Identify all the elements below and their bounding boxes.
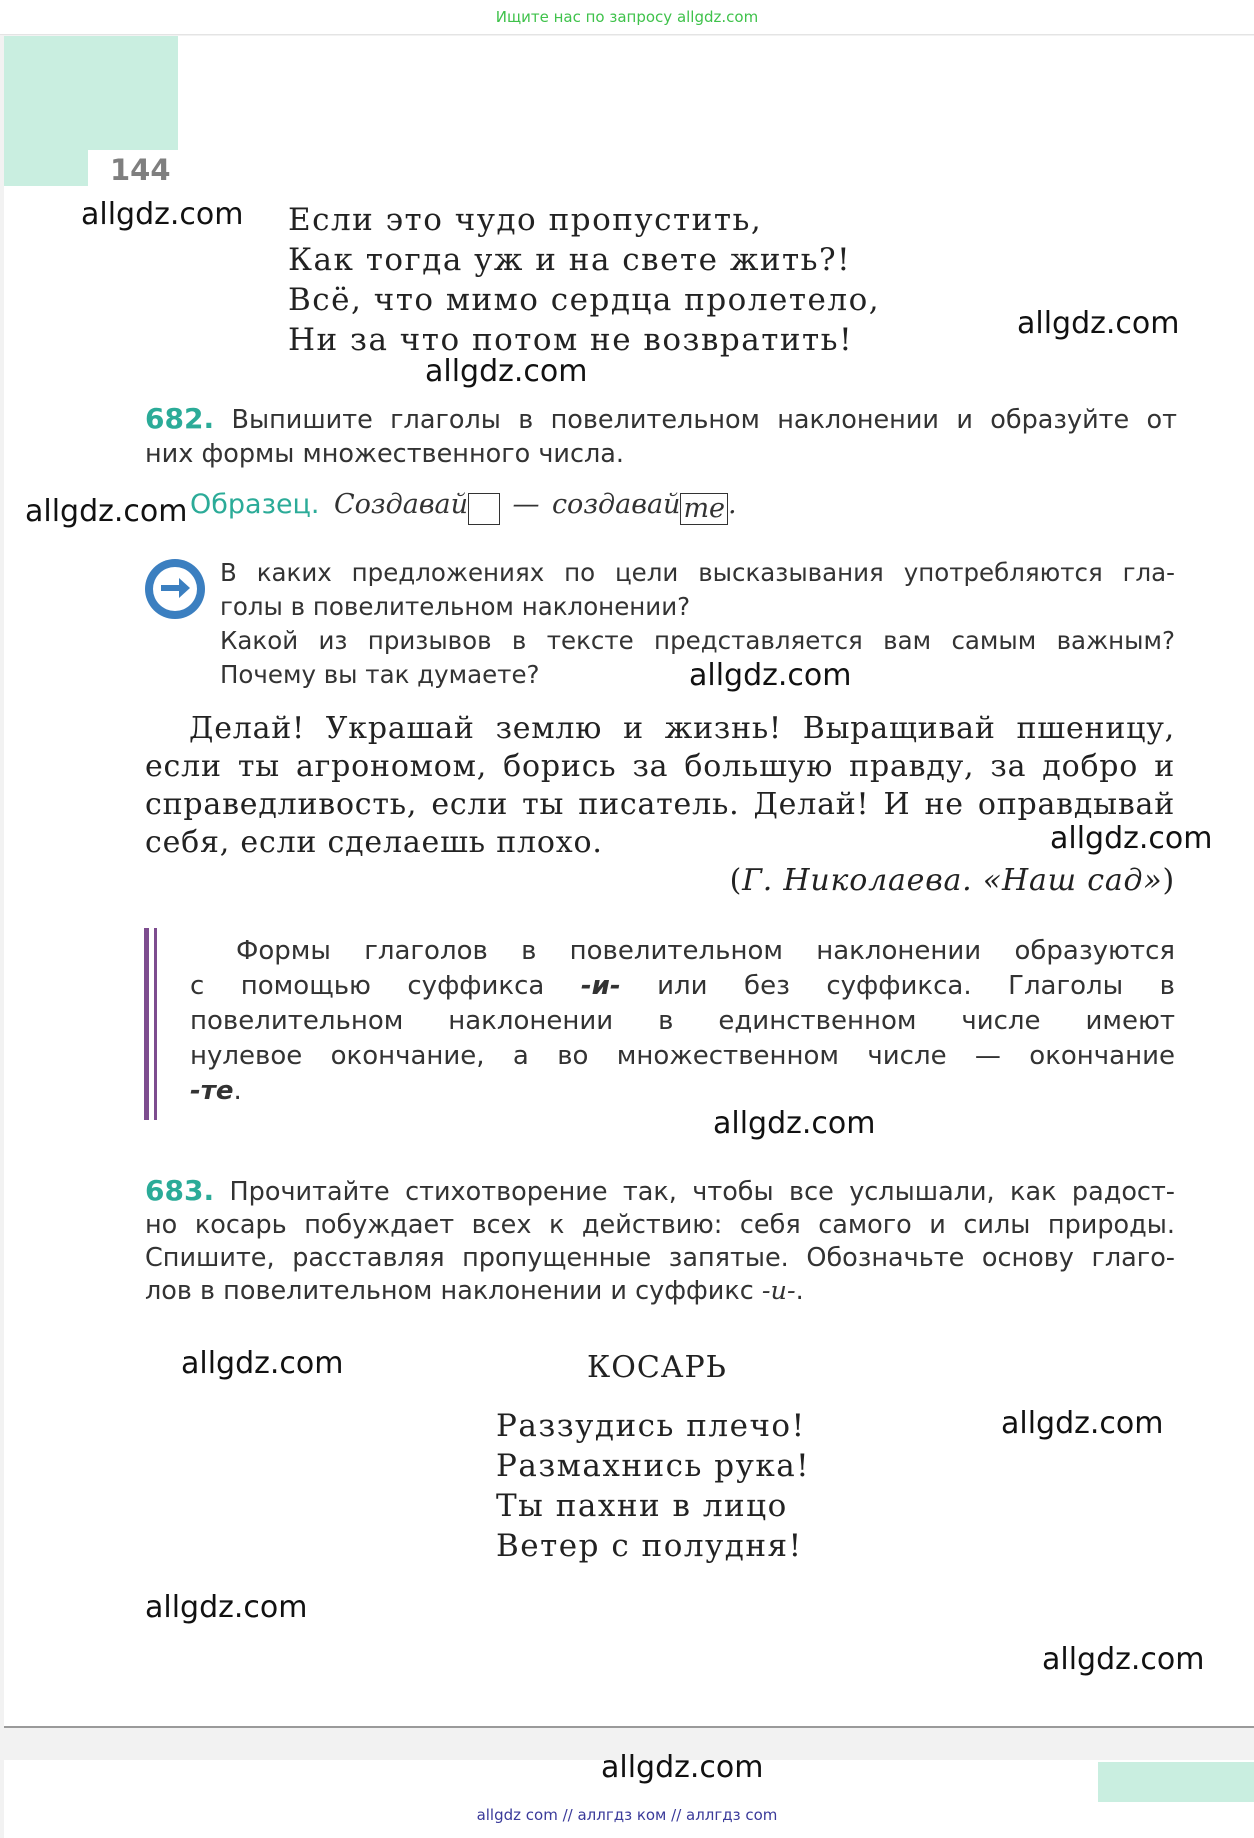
- task-683-line: [145, 1275, 1175, 1308]
- watermark: allgdz.com: [81, 197, 244, 232]
- footer-watermark: allgdz.com: [601, 1750, 764, 1785]
- watermark: allgdz.com: [1042, 1642, 1205, 1677]
- task-683-line: Спишите, расставляя пропущенные запятые. Обозначьте основу глаго-: [145, 1243, 1175, 1273]
- task-683-line: [145, 1174, 1175, 1209]
- prose-block: [145, 710, 1175, 900]
- attribution-author: Г. Николаева.: [742, 863, 973, 898]
- rule-line: нулевое окончание, а во множественном числе — окончание: [190, 1041, 1175, 1071]
- attribution-close: ): [1162, 863, 1175, 898]
- watermark: allgdz.com: [689, 658, 852, 693]
- task-text: Прочитайте стихотворение так, чтобы все услышали, как радост-: [229, 1177, 1176, 1207]
- poem-line: Раззудись плечо!: [496, 1408, 806, 1444]
- sample-row: [190, 489, 737, 525]
- task-683: [145, 1174, 1175, 1308]
- rule-line: Формы глаголов в повелительном наклонении образуются: [236, 936, 1175, 966]
- sample-word: Создавай: [333, 489, 469, 520]
- poem-line: Ни за что потом не возвратить!: [288, 322, 854, 358]
- suffix-i: -и-: [761, 1276, 796, 1306]
- rule-text: или без суффикса. Глаголы в: [657, 971, 1176, 1001]
- task-text: лов в повелительном наклонении и суффикс: [145, 1276, 754, 1306]
- poem-title: КОСАРЬ: [587, 1350, 727, 1385]
- suffix-i: -и-: [580, 971, 621, 1001]
- prose-attribution: [145, 862, 1175, 900]
- watermark: allgdz.com: [1017, 306, 1180, 341]
- question-line: голы в повелительном наклонении?: [220, 592, 691, 621]
- rule-text: с помощью суффикса: [190, 971, 545, 1001]
- rule-bar-thin: [154, 928, 157, 1120]
- task-number: 682.: [145, 402, 215, 435]
- watermark: allgdz.com: [1050, 821, 1213, 856]
- watermark: allgdz.com: [1001, 1406, 1164, 1441]
- sample-period: .: [728, 489, 737, 520]
- ending-te: -те: [190, 1076, 234, 1106]
- rule-line: повелительном наклонении в единственном числе имеют: [190, 1006, 1175, 1036]
- rule-block: [190, 934, 1175, 1109]
- top-search-banner[interactable]: Ищите нас по запросу allgdz.com: [0, 0, 1254, 35]
- watermark: allgdz.com: [145, 1590, 308, 1625]
- poem-line: Размахнись рука!: [496, 1448, 811, 1484]
- question-line: Почему вы так думаете?: [220, 660, 540, 689]
- sample-word-plural: создавай: [551, 489, 681, 520]
- attribution-work: «Наш сад»: [982, 863, 1163, 898]
- task-682: [145, 402, 1177, 471]
- sample-dash: —: [512, 489, 540, 520]
- task-number: 683.: [145, 1174, 215, 1207]
- watermark: allgdz.com: [181, 1346, 344, 1381]
- prose-line: если ты агрономом, борись за большую правду, за добро и: [145, 749, 1175, 784]
- rule-period: .: [233, 1076, 242, 1106]
- poem-top: [288, 200, 880, 360]
- prose-line: Делай! Украшай землю и жизнь! Выращивай пшеницу,: [189, 711, 1175, 746]
- poem-line: Ты пахни в лицо: [496, 1488, 788, 1524]
- poem-kosar: [496, 1406, 810, 1566]
- prose-line: себя, если сделаешь плохо.: [145, 825, 603, 860]
- prose-line: справедливость, если ты писатель. Делай! И не оправдывай: [145, 787, 1175, 822]
- discussion-icon: [144, 558, 206, 620]
- question-line: Какой из призывов в тексте представляется вам самым важным?: [220, 626, 1175, 655]
- task-682-line1: [145, 402, 1177, 437]
- attribution-open: (: [729, 863, 743, 898]
- rule-line: [190, 1074, 1175, 1109]
- watermark: allgdz.com: [25, 494, 188, 529]
- empty-ending-box: [468, 493, 500, 525]
- footer-links[interactable]: allgdz com // аллгдз ком // аллгдз com: [476, 1806, 778, 1824]
- task-period: .: [795, 1276, 804, 1306]
- rule-line: [190, 969, 1175, 1004]
- question-line: В каких предложениях по цели высказывания употребляются гла-: [220, 558, 1175, 587]
- sample-label: Образец.: [190, 489, 320, 520]
- poem-line: Если это чудо пропустить,: [288, 202, 763, 238]
- task-683-line: но косарь побуждает всех к действию: себя самого и силы природы.: [145, 1210, 1175, 1240]
- watermark: allgdz.com: [713, 1106, 876, 1141]
- poem-line: Как тогда уж и на свете жить?!: [288, 242, 852, 278]
- page-number: 144: [88, 150, 194, 190]
- footer-corner-decoration: [1098, 1762, 1254, 1802]
- ending-box: те: [680, 493, 728, 525]
- task-text: Выпишите глаголы в повелительном наклонении и образуйте от: [231, 405, 1177, 435]
- poem-line: Ветер с полудня!: [496, 1528, 803, 1564]
- poem-line: Всё, что мимо сердца пролетело,: [288, 282, 881, 318]
- task-682-line2: них формы множественного числа.: [145, 439, 625, 469]
- rule-bar: [144, 928, 149, 1120]
- watermark: allgdz.com: [425, 354, 588, 389]
